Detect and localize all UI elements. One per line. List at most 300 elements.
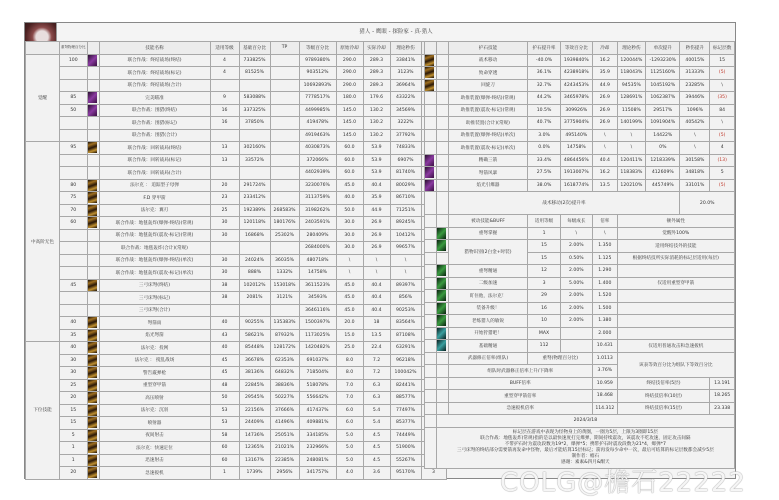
skill-icon-image: [88, 55, 97, 66]
table-row: [26, 92, 447, 105]
theory-dps: 3222%: [390, 117, 421, 130]
table-row: [425, 104, 735, 117]
tp-pct: [270, 242, 299, 255]
talisman-icon: [425, 129, 437, 142]
orig-cd: 180.0: [336, 92, 363, 105]
real-cd: 7.2: [363, 367, 390, 380]
apply-level: 13: [210, 154, 239, 167]
skill-icon-image: [88, 417, 97, 428]
passive-growth: 2.00%: [560, 315, 592, 328]
passive-rate: 1.290: [593, 265, 618, 278]
talisman-cd: 26.9: [593, 104, 618, 117]
skill-name: 迅速射击: [99, 454, 210, 467]
header-rate: 倍率: [593, 215, 618, 228]
table-row: [26, 392, 447, 405]
talisman-pct: 1618774%: [560, 179, 592, 192]
skill-name: 联合作战：终结战场(合计): [99, 79, 210, 92]
real-cd: 22.4: [363, 342, 390, 355]
theory-dps: 71251%: [390, 204, 421, 217]
skill-name: 法尔克：翼刃: [99, 204, 210, 217]
passive-name: 装备升级！: [448, 302, 528, 315]
group-label: 中高阶无色: [26, 142, 60, 342]
talisman-icon-image: [425, 67, 434, 78]
skill-icon: [87, 167, 99, 180]
table-row: [26, 217, 447, 230]
blank: [436, 390, 448, 403]
talisman-icon: [425, 104, 437, 117]
passive-icon-image: [437, 315, 446, 326]
theory-dps: 10412%: [390, 229, 421, 242]
skill-icon: [87, 404, 99, 417]
orig-cd: 7.0: [336, 379, 363, 392]
talisman-dps: 11508%: [617, 104, 646, 117]
real-cd: 53.9: [363, 142, 390, 155]
orig-cd: 45.0: [336, 179, 363, 192]
apply-level: 30: [210, 217, 239, 230]
real-cd: 7.2: [363, 354, 390, 367]
header-icon: [425, 42, 437, 55]
skill-name: 高压喷射: [99, 392, 210, 405]
skill-icon: [87, 417, 99, 430]
passive-icon-image: [437, 303, 446, 314]
skill-level-req: [60, 129, 88, 142]
header-blank: [26, 42, 60, 55]
skill-level-req: 45: [60, 279, 88, 292]
skill-icon: [87, 204, 99, 217]
header-level: 适用等级: [528, 215, 560, 228]
blank: [436, 215, 448, 228]
skill-name: 联合作战：围猎(合计): [99, 129, 210, 142]
orig-cd: 6.0: [336, 417, 363, 430]
skill-name: 法尔克：快速定位: [99, 442, 210, 455]
blank: [425, 365, 437, 378]
base-pct: 16868%: [239, 229, 270, 242]
skill-icon: [87, 192, 99, 205]
talisman-single: 14422%: [646, 129, 680, 142]
passive-extra: [617, 315, 734, 328]
real-cd: 5.4: [363, 417, 390, 430]
tp-pct: 128172%: [270, 342, 299, 355]
talisman-dps: 120210%: [617, 179, 646, 192]
base-pct: [239, 242, 270, 255]
passive-icon-image: [437, 240, 446, 251]
apply-level: 50: [210, 392, 239, 405]
base-pct: 24409%: [239, 417, 270, 430]
passive-row: [425, 315, 735, 328]
real-cd: 53.9: [363, 167, 390, 180]
apply-level: 43: [210, 329, 239, 342]
orig-cd: 60.0: [336, 167, 363, 180]
blank: [425, 390, 437, 403]
skill-name: 联合作战：回转战局(标记): [99, 154, 210, 167]
orig-cd: 50.0: [336, 204, 363, 217]
passive-row: [425, 340, 735, 353]
apply-level: 30: [210, 267, 239, 280]
base-pct: 192389%: [239, 204, 270, 217]
tp-pct: [270, 154, 299, 167]
talisman-dps: \: [617, 142, 646, 155]
table-row: [425, 167, 735, 180]
apply-level: [210, 129, 239, 142]
passive-header: [425, 215, 735, 228]
passive-extra: 觉醒外100%: [617, 227, 734, 240]
finisher-value: 18.265: [710, 390, 735, 403]
buff-row: [425, 377, 735, 390]
base-pct: 733825%: [239, 54, 270, 67]
table-row: [26, 142, 447, 155]
talisman-dps: 120411%: [617, 154, 646, 167]
passive-row: [425, 240, 735, 253]
skill-name: 联合作战：地毯轰炸(爆弹-终结)(单次): [99, 254, 210, 267]
talisman-mark: (5): [710, 67, 735, 80]
base-pct: 14736%: [239, 429, 270, 442]
tp-pct: 153018%: [270, 279, 299, 292]
base-pct: 24024%: [239, 254, 270, 267]
table-row: [425, 117, 735, 130]
real-cd: 289.3: [363, 54, 390, 67]
note-line: 标记层在游戏中表现为怪物身上的黄圈，一圈为5层，上限为3圈即15层: [512, 429, 658, 435]
apply-level: 4: [210, 67, 239, 80]
talisman-icon: [425, 142, 437, 155]
talisman-up: 34818%: [680, 167, 710, 180]
level-pct: 4919463%: [299, 129, 336, 142]
skill-icon: [87, 154, 99, 167]
real-cd: 130.2: [363, 129, 390, 142]
skill-level-req: 25: [60, 379, 88, 392]
spacer-cell: [436, 54, 448, 67]
table-row: [26, 454, 447, 467]
skill-icon: [87, 242, 99, 255]
apply-level: 30: [210, 229, 239, 242]
note-line: 三弓床弩的终结部分需要箭再发命中怪物，最后才能结算15层标记；箭再发每少命中一次，最后可结算的标记层数都会减少5层: [456, 447, 714, 453]
tp-pct: 38836%: [270, 379, 299, 392]
talisman-table-header: [425, 42, 735, 55]
header-skill-name: 技能名称: [99, 42, 210, 55]
base-pct: 583088%: [239, 92, 270, 105]
skill-icon: [87, 317, 99, 330]
blank: [425, 415, 437, 428]
orig-cd: 290.0: [336, 54, 363, 67]
passive-extra: 仅适用重型穿甲箭: [617, 277, 734, 290]
skill-level-req: [60, 292, 88, 305]
passive-icon: [436, 302, 448, 315]
talisman-pct: 3465978%: [560, 92, 592, 105]
skill-name: 三弓床弩(终结): [99, 279, 210, 292]
base-pct: 888%: [239, 267, 270, 280]
orig-cd: 145.0: [336, 129, 363, 142]
base-pct: 302160%: [239, 142, 270, 155]
real-cd: \: [363, 254, 390, 267]
skill-level-req: 1: [60, 442, 88, 455]
level-pct: 7778517%: [299, 92, 336, 105]
talisman-name: 精确三箭: [448, 154, 528, 167]
passive-name: 老练猎人的敏锐: [448, 315, 528, 328]
talisman-dps: \: [617, 129, 646, 142]
skill-level-req: 75: [60, 192, 88, 205]
real-cd: 289.3: [363, 79, 390, 92]
passive-row: [425, 327, 735, 340]
tp-pct: [270, 304, 299, 317]
base-pct: 29545%: [239, 392, 270, 405]
talisman-icon: [425, 79, 437, 92]
orig-cd: 45.0: [336, 304, 363, 317]
apply-level: 4: [210, 54, 239, 67]
talisman-rate: 40.7%: [528, 117, 560, 130]
skill-level-req: 70: [60, 204, 88, 217]
skill-name: 联合作战：终结战场(终结): [99, 54, 210, 67]
group-label: 下位技能: [26, 342, 60, 480]
level-pct: 341757%: [299, 467, 336, 480]
talisman-single: 1062387%: [646, 92, 680, 105]
buff-label: BUFF倍率: [448, 377, 593, 390]
talisman-up: 1096%: [680, 104, 710, 117]
level-pct: 232966%: [299, 442, 336, 455]
table-row: [26, 267, 447, 280]
passive-rate: 2.000: [593, 327, 618, 340]
passive-icon: [436, 340, 448, 353]
theory-dps: 77497%: [390, 404, 421, 417]
base-pct: 38136%: [239, 367, 270, 380]
orig-cd: 6.0: [336, 404, 363, 417]
talisman-rate: 0.0%: [528, 142, 560, 155]
talisman-up: 40015%: [680, 54, 710, 67]
theory-dps: 80029%: [390, 179, 421, 192]
talisman-cd: 44.9: [593, 79, 618, 92]
blank: [436, 377, 448, 390]
skill-icon-image: [88, 392, 97, 403]
table-row: [26, 329, 447, 342]
talisman-name: 致命穿透: [448, 67, 528, 80]
table-row: [26, 304, 447, 317]
header-real-cd: 实际冷却: [363, 42, 390, 55]
talisman-name: 战术移动: [448, 54, 528, 67]
skill-level-req: 20: [60, 467, 88, 480]
skill-level-req: 40: [60, 317, 88, 330]
theory-dps: 96218%: [390, 354, 421, 367]
talisman-single: 445749%: [646, 179, 680, 192]
talisman-icon: [425, 179, 437, 192]
apply-level: 40: [210, 342, 239, 355]
table-row: [26, 179, 447, 192]
real-cd: 26.9: [363, 229, 390, 242]
base-pct: 12365%: [239, 442, 270, 455]
table-row: [26, 54, 447, 67]
tp-pct: 180176%: [270, 217, 299, 230]
passive-icon: [436, 265, 448, 278]
finisher-value: 13.191: [710, 377, 735, 390]
skill-level-req: 85: [60, 92, 88, 105]
talisman-name: 回旋刀: [448, 79, 528, 92]
talisman-table: [424, 41, 735, 469]
talisman-icon-image: [425, 180, 434, 191]
blank: [425, 277, 437, 290]
table-row: [26, 229, 447, 242]
spacer-cell: [436, 142, 448, 155]
skill-level-req: 35: [60, 329, 88, 342]
tp-pct: [270, 142, 299, 155]
passive-growth: [560, 340, 592, 353]
tp-pct: 135383%: [270, 317, 299, 330]
apply-level: 40: [210, 317, 239, 330]
passive-extra: 仅适用普通攻击和急速扳机: [617, 340, 734, 353]
passive-icon: [436, 277, 448, 290]
skill-sheet: [24, 22, 736, 479]
base-pct: 81525%: [239, 67, 270, 80]
theory-dps: 856%: [390, 292, 421, 305]
table-row: [425, 154, 735, 167]
tp-pct: 36035%: [270, 254, 299, 267]
skill-icon: [87, 467, 99, 480]
talisman-pct: 4864456%: [560, 154, 592, 167]
skill-icon: [87, 329, 99, 342]
skill-level-req: [60, 267, 88, 280]
skill-level-req: 50: [60, 104, 88, 117]
spacer-cell: [436, 92, 448, 105]
theory-dps: 37792%: [390, 129, 421, 142]
real-cd: 130.2: [363, 117, 390, 130]
header-mark: 标记层数: [710, 42, 735, 55]
talisman-pct: 1913007%: [560, 167, 592, 180]
theory-dps: 51900%: [390, 442, 421, 455]
table-row: [26, 192, 447, 205]
tp-pct: 41496%: [270, 417, 299, 430]
tp-pct: [270, 117, 299, 130]
base-pct: 33572%: [239, 154, 270, 167]
talisman-mark: (5): [710, 179, 735, 192]
talisman-single: 1045192%: [646, 79, 680, 92]
passive-level: 15: [528, 240, 560, 253]
tp-pct: [270, 129, 299, 142]
talisman-single: 1091904%: [646, 117, 680, 130]
talisman-name: 弩箭风暴: [448, 167, 528, 180]
real-cd: 18: [363, 317, 390, 330]
tactic-value: 20.0%: [680, 192, 735, 215]
talisman-cd: 26.9: [593, 117, 618, 130]
header-cooldown: 冷却: [593, 42, 618, 55]
talisman-icon-image: [425, 155, 434, 166]
skill-icon: [87, 67, 99, 80]
skill-name: 联合作战：围猎(标记): [99, 117, 210, 130]
skill-name: 急速扳机: [99, 467, 210, 480]
skill-level-req: 100: [60, 54, 88, 67]
skill-level-req: [60, 229, 88, 242]
theory-dps: 86710%: [390, 192, 421, 205]
level-pct: 248081%: [299, 454, 336, 467]
skill-icon: [87, 229, 99, 242]
theory-dps: 87108%: [390, 329, 421, 342]
talisman-icon: [425, 67, 437, 80]
passive-rate: 1.350: [593, 240, 618, 253]
talisman-icon-image: [425, 80, 434, 91]
blank: [425, 265, 437, 278]
buff-row: [425, 390, 735, 403]
skill-level-req: 30: [60, 367, 88, 380]
apply-level: 60: [210, 442, 239, 455]
orig-cd: 30.0: [336, 242, 363, 255]
real-cd: 40.4: [363, 179, 390, 192]
real-cd: 26.9: [363, 242, 390, 255]
table-row: [26, 79, 447, 92]
orig-cd: 145.0: [336, 104, 363, 117]
finisher-label: 终结技倍率(15层): [617, 402, 710, 415]
orig-cd: 25.0: [336, 342, 363, 355]
skill-name: F.D 穿甲箭: [99, 192, 210, 205]
passive-name: 重弩精通: [448, 265, 528, 278]
theory-dps: 88577%: [390, 392, 421, 405]
header-base-pct: 基础百分比: [239, 42, 270, 55]
skill-level-req: [60, 167, 88, 180]
talisman-cd: 13.5: [593, 179, 618, 192]
level-pct: 417437%: [299, 404, 336, 417]
skill-icon-image: [88, 380, 97, 391]
skill-icon: [87, 367, 99, 380]
table-row: [26, 404, 447, 417]
theory-dps: 83564%: [390, 317, 421, 330]
skill-icon-image: [88, 280, 97, 291]
date-row: [425, 415, 735, 428]
talisman-up: 33101%: [680, 179, 710, 192]
apply-level: 1: [210, 467, 239, 480]
passive-icon: [436, 227, 448, 240]
header-icon-2: [436, 42, 448, 55]
orig-cd: 30.0: [336, 217, 363, 230]
real-cd: 6.3: [363, 379, 390, 392]
base-pct: 37850%: [239, 117, 270, 130]
header-weapon-type: 重弩物理百分比: [60, 42, 88, 55]
blank: [425, 240, 437, 253]
tp-pct: [270, 79, 299, 92]
talisman-rate: 36.1%: [528, 67, 560, 80]
table-row: [26, 379, 447, 392]
passive-extra: 适用终结技外的技能: [617, 240, 734, 253]
passive-row: [425, 277, 735, 290]
orig-cd: \: [336, 254, 363, 267]
level-pct: 14758%: [299, 267, 336, 280]
tactic-label: 战术移动(2次)提升率: [448, 192, 680, 215]
blank: [425, 215, 437, 228]
skill-level-req: 30: [60, 354, 88, 367]
skill-level-req: [60, 242, 88, 255]
apply-level: 23: [210, 192, 239, 205]
passive-name: 开始狩猎吧！: [448, 327, 528, 340]
apply-level: 13: [210, 142, 239, 155]
talisman-cd: 26.9: [593, 92, 618, 105]
skill-level-req: 1: [60, 454, 88, 467]
skill-table-header: [26, 42, 447, 55]
talisman-single: 29517%: [646, 104, 680, 117]
passive-icon: [436, 290, 448, 303]
skill-level-req: 95: [60, 142, 88, 155]
passive-level: 29: [528, 290, 560, 303]
passive-growth: 2.00%: [560, 302, 592, 315]
passive-name: 猎物识别(2白金+时装): [448, 240, 528, 265]
passive-level: 15: [528, 252, 560, 265]
base-pct: 90255%: [239, 317, 270, 330]
passive-level: MAX: [528, 327, 560, 340]
talisman-cd: 16.2: [593, 54, 618, 67]
talisman-pct: 1939840%: [560, 54, 592, 67]
talisman-pct: 3775904%: [560, 117, 592, 130]
talisman-cd: \: [593, 142, 618, 155]
theory-dps: \: [390, 254, 421, 267]
note-line: 不带护石时为震攻段数为19*2，爆弹*5；携带护石时震攻段数为21*4，爆弹*7: [504, 441, 666, 447]
talisman-mark: (35): [710, 92, 735, 105]
passive-level: 16: [528, 302, 560, 315]
talisman-up: 39446%: [680, 92, 710, 105]
base-pct: 337325%: [239, 104, 270, 117]
blank: [425, 402, 437, 415]
table-row: [425, 179, 735, 192]
